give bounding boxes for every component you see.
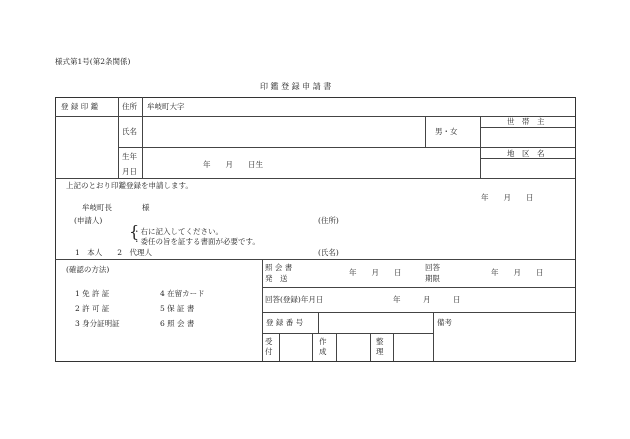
reply-deadline-label: 回答 (425, 263, 440, 272)
inquiry-sent-label: 照 会 書 (265, 263, 293, 272)
divider (55, 116, 575, 117)
sex-field[interactable]: 男・女 (435, 127, 458, 136)
divider (262, 312, 575, 313)
processed-label: 整 (376, 337, 384, 346)
applicant-name-label: (氏名) (318, 248, 339, 257)
divider (55, 178, 575, 179)
reply-deadline-label: 期限 (425, 274, 440, 283)
divider (433, 312, 434, 361)
method-item[interactable]: 3 身分証明証 (75, 319, 120, 328)
divider (279, 333, 280, 361)
reply-date[interactable]: 年 月 日 (393, 295, 461, 304)
brace-icon: { (129, 222, 140, 241)
divider (480, 116, 481, 178)
created-label: 作 (319, 337, 327, 346)
address-value[interactable]: 牟岐町大字 (147, 102, 185, 111)
divider (262, 259, 263, 361)
address-label: 住所 (122, 102, 137, 111)
addressee: 牟岐町長 様 (82, 203, 150, 212)
deadline-date[interactable]: 年 月 日 (491, 268, 544, 277)
method-item[interactable]: 5 保 証 書 (160, 304, 195, 313)
divider (55, 259, 575, 260)
household-head-label: 世 帯 主 (507, 117, 545, 126)
inquiry-sent-label: 発 送 (265, 274, 288, 283)
divider (142, 97, 143, 178)
created-label: 成 (319, 347, 327, 356)
divider (425, 116, 426, 147)
method-item[interactable]: 1 免 許 証 (75, 289, 110, 298)
district-label: 地 区 名 (507, 149, 545, 158)
inquiry-date[interactable]: 年 月 日 (349, 268, 402, 277)
form-number: 様式第1号(第2条関係) (55, 57, 131, 66)
divider (118, 147, 575, 148)
divider (318, 312, 319, 333)
processed-label: 理 (376, 347, 384, 356)
divider (262, 287, 575, 288)
method-item[interactable]: 4 在留カード (160, 289, 205, 298)
divider (480, 158, 575, 159)
birth-label: 月日 (122, 167, 137, 176)
divider (370, 333, 371, 361)
registered-seal-label: 登 録 印 鑑 (61, 102, 99, 111)
name-label: 氏名 (122, 127, 137, 136)
registration-number-label: 登 録 番 号 (266, 318, 304, 327)
birth-date[interactable]: 年 月 日生 (203, 160, 263, 169)
method-item[interactable]: 2 許 可 証 (75, 304, 110, 313)
remarks-label: 備考 (437, 318, 452, 327)
application-date[interactable]: 年 月 日 (481, 193, 534, 202)
applicant-types[interactable]: 1 本人 2 代理人 (75, 248, 153, 257)
divider (480, 127, 575, 128)
method-item[interactable]: 6 照 会 書 (160, 319, 195, 328)
applicant-address-label: (住所) (318, 216, 339, 225)
divider (393, 333, 394, 361)
divider (312, 333, 313, 361)
note: ・右に記入してください。 (133, 227, 223, 236)
received-label: 受 (265, 337, 273, 346)
page-title: 印 鑑 登 録 申 請 書 (260, 82, 332, 91)
birth-label: 生年 (122, 152, 137, 161)
divider (118, 97, 119, 178)
verification-title: (確認の方法) (66, 265, 110, 274)
reply-date-label: 回答(登録)年月日 (265, 295, 324, 304)
divider (262, 333, 433, 334)
applicant-label: (申請人) (74, 216, 103, 225)
divider (336, 333, 337, 361)
declaration: 上記のとおり印鑑登録を申請します。 (66, 181, 193, 190)
note: ・委任の旨を証する書面が必要です。 (133, 237, 260, 246)
received-label: 付 (265, 347, 273, 356)
